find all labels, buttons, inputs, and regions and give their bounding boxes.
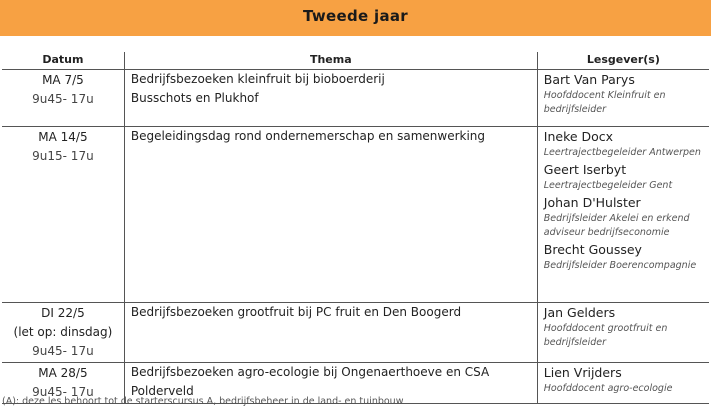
theme-line: Begeleidingsdag rond ondernemerschap en samenwerking xyxy=(130,129,486,143)
teacher-name: Bart Van Parys xyxy=(543,72,635,87)
teacher-name: Brecht Goussey xyxy=(543,242,642,257)
date-note: (let op: dinsdag) xyxy=(13,325,113,339)
column-header-datum: Datum xyxy=(2,52,124,70)
teacher-cell xyxy=(537,363,709,404)
column-header-lesgevers: Lesgever(s) xyxy=(537,52,709,70)
schedule-table xyxy=(2,52,709,404)
footnote: (A): deze les behoort tot de starterscursus A, bedrijfsbeheer in de land- en tuinbouw xyxy=(2,396,404,407)
theme-line: Bedrijfsbezoeken kleinfruit bij bioboerderij xyxy=(130,72,385,86)
table-row xyxy=(2,303,709,363)
teacher-role: Leertrajectbegeleider Gent xyxy=(543,180,673,191)
teacher-role: Bedrijfsleider Boerencompagnie xyxy=(543,260,697,271)
teacher-role: Leertrajectbegeleider Antwerpen xyxy=(543,147,701,158)
teacher-name: Ineke Docx xyxy=(543,129,614,144)
theme-line: Busschots en Plukhof xyxy=(130,91,259,105)
date-time: 9u45- 17u xyxy=(32,92,94,106)
date-cell xyxy=(2,127,124,303)
table-header-row xyxy=(2,52,709,70)
teacher-name: Jan Gelders xyxy=(543,305,616,320)
theme-line: Bedrijfsbezoeken grootfruit bij PC fruit en Den Boogerd xyxy=(130,305,462,319)
teacher-name: Lien Vrijders xyxy=(543,365,622,380)
date-day: MA 7/5 xyxy=(42,73,84,87)
theme-cell xyxy=(124,303,537,363)
date-cell xyxy=(2,303,124,363)
date-day: MA 28/5 xyxy=(38,366,88,380)
theme-cell xyxy=(124,70,537,127)
page-title: Tweede jaar xyxy=(302,7,408,25)
theme-line: Polderveld xyxy=(130,384,194,398)
teacher-role: Hoofddocent grootfruit en bedrijfsleider xyxy=(543,323,668,348)
date-time: 9u45- 17u xyxy=(32,385,94,399)
teacher-role: Hoofddocent agro-ecologie xyxy=(543,383,673,394)
teacher-name: Johan D'Hulster xyxy=(543,195,641,210)
date-day: MA 14/5 xyxy=(38,130,88,144)
date-cell xyxy=(2,70,124,127)
teacher-role: Bedrijfsleider Akelei en erkend adviseur bedrijfseconomie xyxy=(543,213,690,238)
table-row xyxy=(2,70,709,127)
column-header-thema: Thema xyxy=(124,52,537,70)
date-time: 9u15- 17u xyxy=(32,149,94,163)
date-time: 9u45- 17u xyxy=(32,344,94,358)
teacher-cell xyxy=(537,303,709,363)
title-banner xyxy=(0,0,711,36)
date-day: DI 22/5 xyxy=(41,306,85,320)
teacher-cell xyxy=(537,127,709,303)
teacher-role: Hoofddocent Kleinfruit en bedrijfsleider xyxy=(543,90,666,115)
teacher-name: Geert Iserbyt xyxy=(543,162,627,177)
table-row xyxy=(2,127,709,303)
theme-cell xyxy=(124,127,537,303)
teacher-cell xyxy=(537,70,709,127)
theme-line: Bedrijfsbezoeken agro-ecologie bij Ongenaerthoeve en CSA xyxy=(130,365,490,379)
